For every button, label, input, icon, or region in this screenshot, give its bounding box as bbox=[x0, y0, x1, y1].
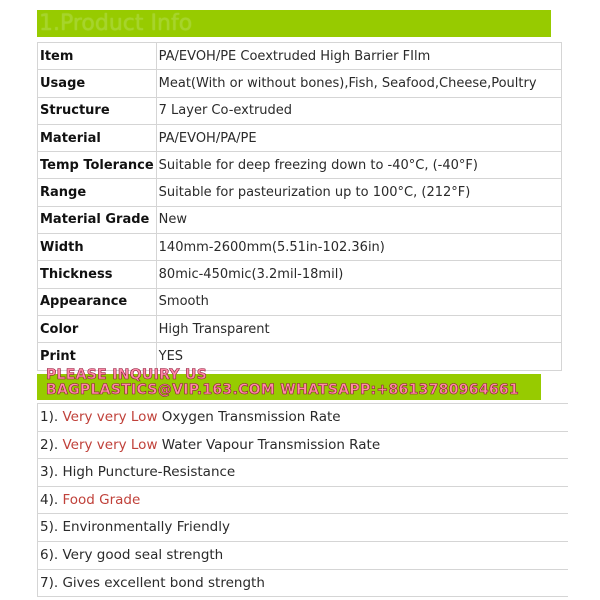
feature-number: 6). bbox=[40, 546, 63, 563]
feature-number: 7). bbox=[40, 574, 63, 591]
spec-key: Usage bbox=[38, 70, 157, 97]
feature-number: 2). bbox=[40, 436, 63, 453]
spec-value: Smooth bbox=[156, 288, 561, 315]
spec-value: 140mm-2600mm(5.51in-102.36in) bbox=[156, 234, 561, 261]
list-item bbox=[38, 487, 568, 515]
feature-text: High Puncture-Resistance bbox=[62, 464, 236, 481]
spec-key: Material bbox=[38, 124, 157, 151]
spec-value: PA/EVOH/PA/PE bbox=[156, 124, 561, 151]
spec-key: Range bbox=[38, 179, 157, 206]
spec-key: Temp Tolerance bbox=[38, 152, 157, 179]
watermark-line-2: BAGPLASTICS@VIP.163.COM WHATSAPP:+8613780964661 bbox=[46, 382, 520, 398]
section-title: 1.Product Info bbox=[39, 11, 193, 36]
spec-key: Material Grade bbox=[38, 206, 157, 233]
table-row bbox=[38, 152, 562, 179]
table-row bbox=[38, 288, 562, 315]
contact-watermark bbox=[46, 368, 519, 398]
table-row bbox=[38, 343, 562, 370]
spec-value: 7 Layer Co-extruded bbox=[156, 97, 561, 124]
spec-value: New bbox=[156, 206, 561, 233]
list-item bbox=[38, 459, 568, 487]
spec-value: YES bbox=[156, 343, 561, 370]
spec-key: Thickness bbox=[38, 261, 157, 288]
spec-key: Appearance bbox=[38, 288, 157, 315]
spec-value: High Transparent bbox=[156, 315, 561, 342]
list-item bbox=[38, 514, 568, 542]
table-row bbox=[38, 97, 562, 124]
feature-highlight: Food Grade bbox=[62, 491, 141, 508]
feature-number: 3). bbox=[40, 464, 63, 481]
feature-number: 4). bbox=[40, 491, 63, 508]
spec-value: Suitable for deep freezing down to -40°C, (-40°F) bbox=[156, 152, 561, 179]
spec-key: Item bbox=[38, 43, 157, 70]
list-item bbox=[38, 432, 568, 460]
spec-key: Width bbox=[38, 234, 157, 261]
feature-number: 5). bbox=[40, 519, 63, 536]
spec-key: Structure bbox=[38, 97, 157, 124]
list-item bbox=[38, 403, 568, 432]
feature-text: Gives excellent bond strength bbox=[62, 574, 265, 591]
feature-text: Environmentally Friendly bbox=[62, 519, 230, 536]
table-row bbox=[38, 43, 562, 70]
spec-value: 80mic-450mic(3.2mil-18mil) bbox=[156, 261, 561, 288]
list-item bbox=[38, 570, 568, 598]
feature-highlight: Very very Low bbox=[62, 409, 158, 425]
watermark-line-1: PLEASE INQUIRY US bbox=[46, 367, 208, 383]
list-item bbox=[38, 542, 568, 570]
features-list bbox=[37, 403, 568, 597]
feature-highlight: Very very Low bbox=[62, 436, 158, 453]
feature-text: Water Vapour Transmission Rate bbox=[157, 436, 381, 453]
spec-value: PA/EVOH/PE Coextruded High Barrier FIlm bbox=[156, 43, 561, 70]
feature-number: 1). bbox=[40, 409, 63, 425]
table-row bbox=[38, 70, 562, 97]
spec-value: Suitable for pasteurization up to 100°C, (212°F) bbox=[156, 179, 561, 206]
feature-text: Oxygen Transmission Rate bbox=[157, 409, 341, 425]
spec-key: Print bbox=[38, 343, 157, 370]
feature-text: Very good seal strength bbox=[62, 546, 224, 563]
table-row bbox=[38, 206, 562, 233]
spec-key: Color bbox=[38, 315, 157, 342]
table-row bbox=[38, 124, 562, 151]
table-row bbox=[38, 179, 562, 206]
spec-value: Meat(With or without bones),Fish, Seafood,Cheese,Poultry bbox=[156, 70, 561, 97]
table-row bbox=[38, 261, 562, 288]
section-header-bar bbox=[37, 10, 551, 37]
spec-table bbox=[37, 42, 562, 371]
table-row bbox=[38, 315, 562, 342]
table-row bbox=[38, 234, 562, 261]
